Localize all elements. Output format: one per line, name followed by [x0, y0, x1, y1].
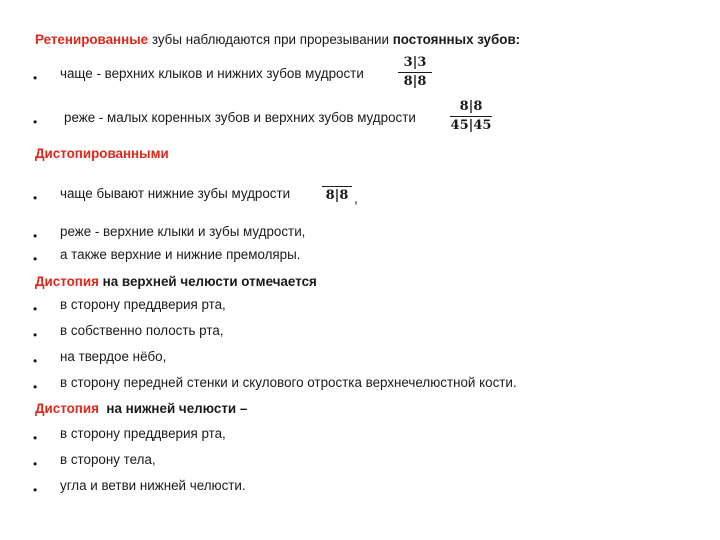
fraction-denominator: 45|45: [450, 118, 492, 133]
term-lower: Дистопия: [35, 401, 99, 416]
term-dystopic: Дистопированными: [35, 146, 169, 161]
list-item: реже - верхние клыки и зубы мудрости,: [60, 224, 306, 239]
fraction: [450, 100, 492, 133]
heading-dystopic: [35, 146, 169, 162]
bullet-icon: •: [33, 252, 38, 266]
fraction-bar: [322, 186, 352, 187]
list-item: в сторону преддверия рта,: [60, 297, 226, 312]
bullet-icon: •: [33, 71, 38, 85]
list-item: чаще бывают нижние зубы мудрости: [60, 186, 291, 201]
bullet-icon: •: [33, 380, 38, 394]
heading-upper: [35, 274, 317, 290]
list-item: чаще - верхних клыков и нижних зубов мудрости: [60, 66, 364, 81]
list-item: в сторону преддверия рта,: [60, 426, 226, 441]
fraction-numerator: 8|8: [459, 99, 483, 114]
fraction-bar: [450, 116, 492, 117]
heading-lower: [35, 401, 247, 417]
bullet-icon: •: [33, 431, 38, 445]
term-retained: Ретенированные: [35, 32, 149, 47]
list-item: а также верхние и нижние премоляры.: [60, 247, 301, 262]
list-item: в собственно полость рта,: [60, 323, 224, 338]
bullet-icon: •: [33, 328, 38, 342]
heading-retained-text: зубы наблюдаются при прорезывании: [148, 32, 393, 47]
list-item: на твердое нёбо,: [60, 349, 167, 364]
bullet-icon: •: [33, 354, 38, 368]
bullet-icon: •: [33, 191, 38, 205]
bullet-icon: •: [33, 483, 38, 497]
bullet-icon: •: [33, 115, 38, 129]
heading-lower-bold: на нижней челюсти –: [98, 401, 248, 416]
list-item: в сторону передней стенки и скулового отростка верхнечелюстной кости.: [60, 375, 517, 390]
list-item: угла и ветви нижней челюсти.: [60, 478, 246, 493]
heading-upper-bold: на верхней челюсти отмечается: [98, 274, 317, 289]
list-item: в сторону тела,: [60, 452, 156, 467]
fraction: [398, 56, 432, 89]
fraction-bar: [398, 72, 432, 73]
bullet-icon: •: [33, 302, 38, 316]
fraction: [322, 186, 352, 203]
heading-retained: [35, 32, 520, 48]
heading-retained-bold: постоянных зубов:: [392, 32, 521, 47]
bullet-icon: •: [33, 229, 38, 243]
bullet-icon: •: [33, 457, 38, 471]
fraction-denominator: 8|8: [403, 74, 427, 89]
fraction-denominator: 8|8: [325, 188, 349, 203]
fraction-numerator: 3|3: [403, 55, 427, 70]
fraction-suffix: ,: [354, 190, 358, 206]
list-item: реже - малых коренных зубов и верхних зубов мудрости: [64, 110, 416, 125]
term-upper: Дистопия: [35, 274, 99, 289]
